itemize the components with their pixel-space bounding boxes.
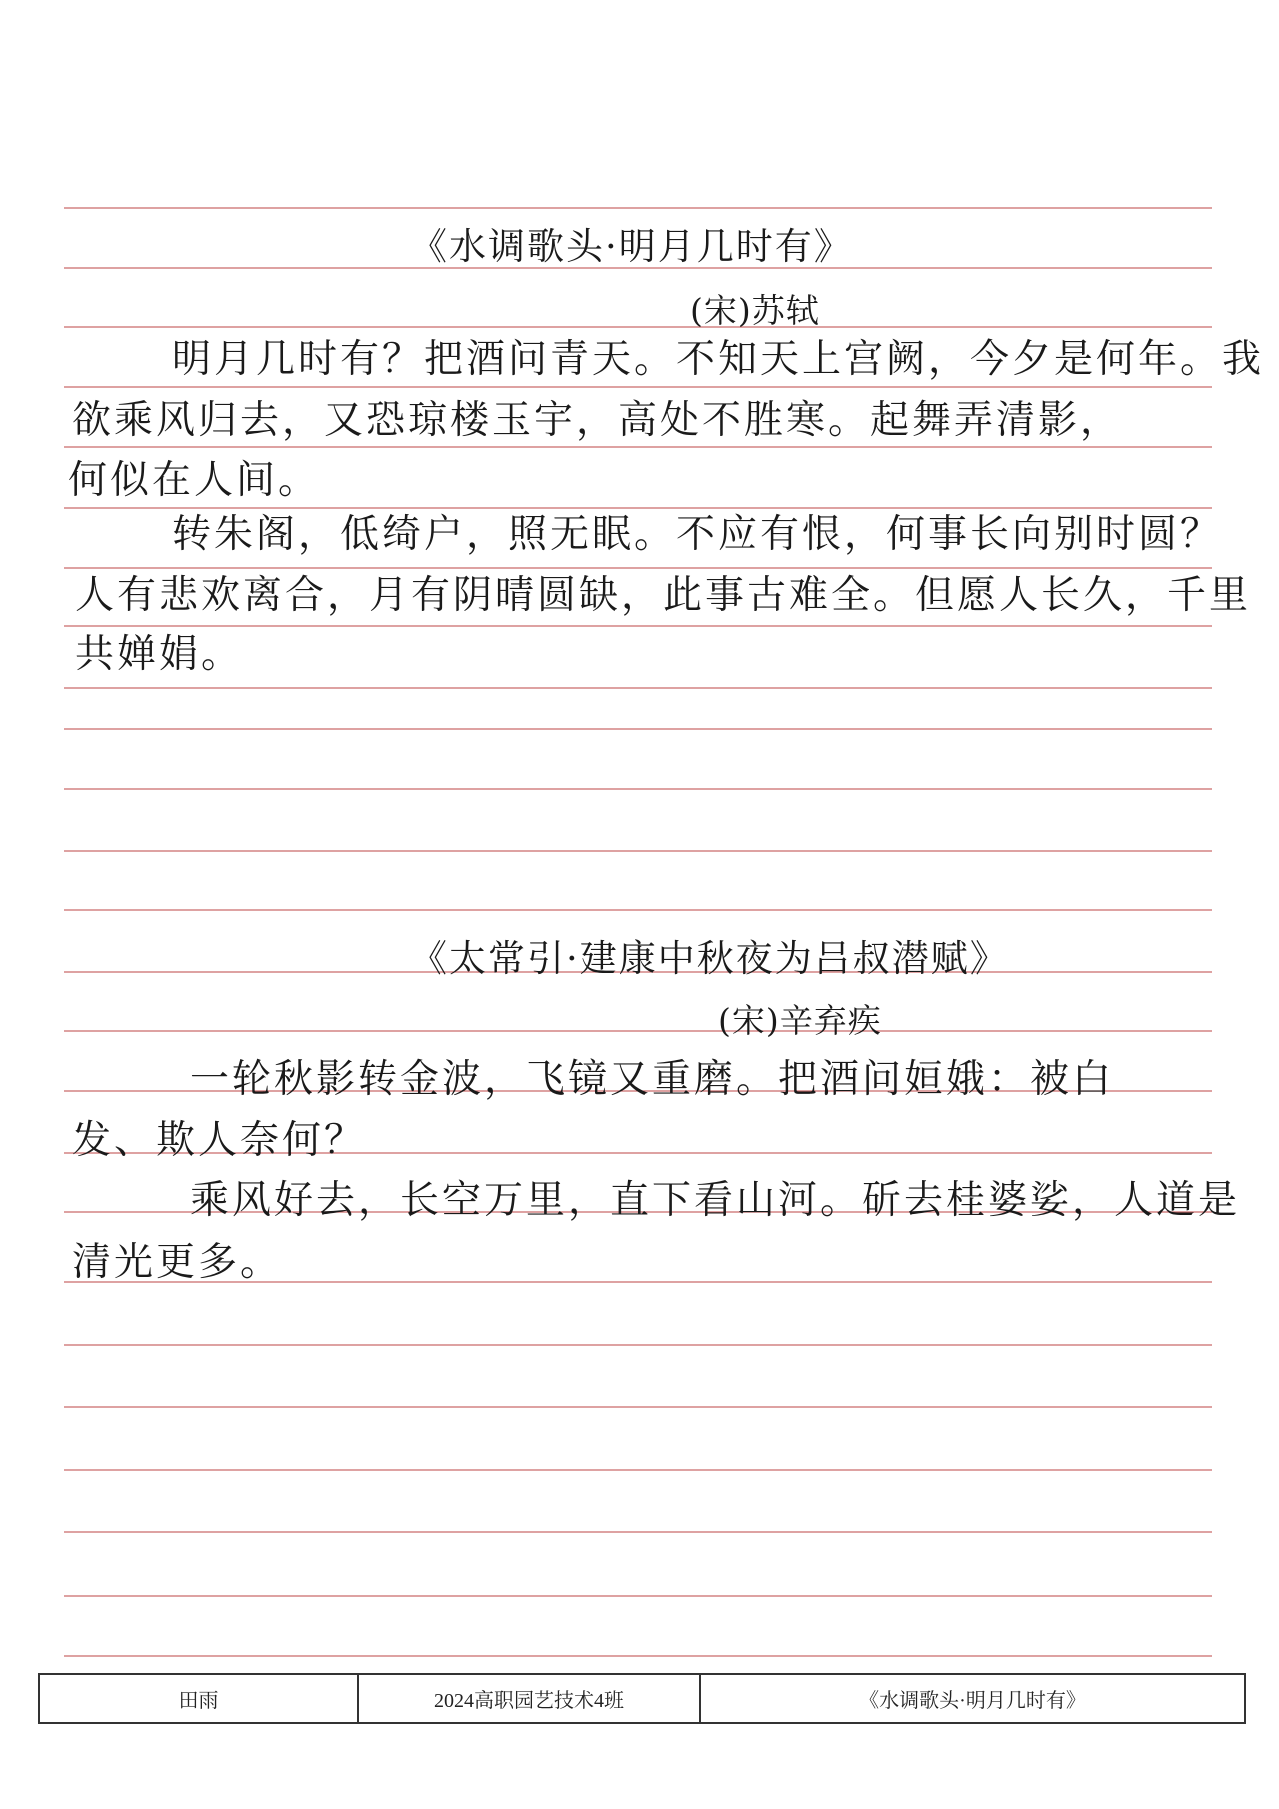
poem-line: 欲乘风归去，又恐琼楼玉宇，高处不胜寒。起舞弄清影， bbox=[72, 398, 1123, 443]
author-name-cell: 田雨 bbox=[178, 1690, 219, 1712]
poem-author: (宋)辛弃疾 bbox=[718, 1001, 882, 1040]
poem-line: 共婵娟。 bbox=[75, 632, 244, 677]
poem-line: 乘风好去，长空万里，直下看山河。斫去桂婆娑，人道是 bbox=[190, 1178, 1241, 1223]
poem-author: (宋)苏轼 bbox=[690, 291, 820, 330]
poem-line: 明月几时有？把酒问青天。不知天上宫阙，今夕是何年。我 bbox=[172, 337, 1265, 382]
poem-line: 何似在人间。 bbox=[68, 458, 321, 503]
poem-line: 清光更多。 bbox=[72, 1240, 283, 1285]
poem-line: 一轮秋影转金波，飞镜又重磨。把酒问姮娥：被白 bbox=[190, 1057, 1115, 1102]
class-cell: 2024高职园艺技术4班 bbox=[357, 1675, 699, 1722]
poem-line: 发、欺人奈何？ bbox=[72, 1118, 367, 1163]
poem-line: 人有悲欢离合，月有阴晴圆缺，此事古难全。但愿人长久，千里 bbox=[75, 573, 1252, 618]
poem-line: 转朱阁，低绮户，照无眠。不应有恨，何事长向别时圆？ bbox=[172, 512, 1223, 557]
work-title-cell: 《水调歌头·明月几时有》 bbox=[699, 1675, 1244, 1722]
poem-title: 《太常引·建康中秋夜为吕叔潜赋》 bbox=[410, 937, 1009, 980]
poem-title: 《水调歌头·明月几时有》 bbox=[410, 225, 853, 268]
footer-table bbox=[38, 1673, 1246, 1724]
